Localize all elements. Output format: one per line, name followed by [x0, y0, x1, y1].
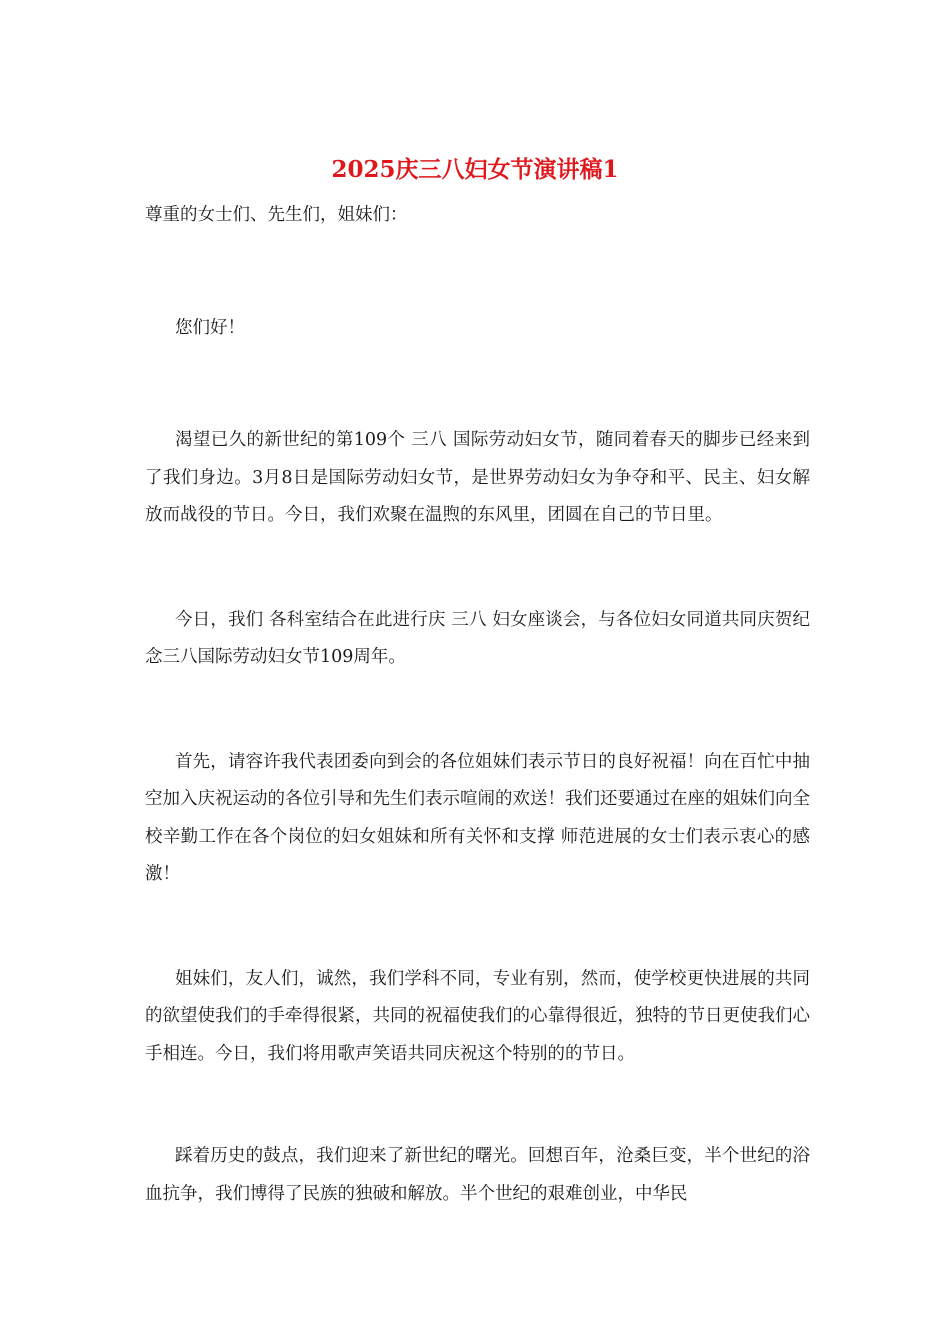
document-body [145, 197, 810, 1213]
salutation: 尊重的女士们、先生们，姐妹们： [145, 205, 408, 225]
document-title: 2025庆三八妇女节演讲稿1 [331, 156, 619, 183]
paragraph-unity: 姐妹们，友人们，诚然，我们学科不同，专业有别，然而，使学校更快进展的共同的欲望使我们的手牵得很紧，共同的祝福使我们的心靠得很近，独特的节日更使我们心手相连。今日，我们将用歌声笑语共同庆祝这个特别的的节日。 [145, 968, 810, 1064]
paragraph-gathering: 今日，我们 各科室结合在此进行庆 三八 妇女座谈会，与各位妇女同道共同庆贺纪念三八国际劳动妇女节109周年。 [145, 609, 810, 667]
paragraph-history: 踩着历史的鼓点，我们迎来了新世纪的曙光。回想百年，沧桑巨变，半个世纪的浴血抗争，我们博得了民族的独破和解放。半个世纪的艰难创业，中华民 [145, 1146, 810, 1204]
paragraph-thanks: 首先，请容许我代表团委向到会的各位姐妹们表示节日的良好祝福！向在百忙中抽空加入庆祝运动的各位引导和先生们表示喧闹的欢送！我们还要通过在座的姐妹们向全校辛勤工作在各个岗位的妇女姐妹和所有关怀和支撑 师范进展的女士们表示衷心的感激！ [145, 751, 810, 884]
paragraph-intro: 渴望已久的新世纪的第109个 三八 国际劳动妇女节，随同着春天的脚步已经来到了我们身边。3月8日是国际劳动妇女节，是世界劳动妇女为争夺和平、民主、妇女解放而战役的节日。今日，我们欢聚在温煦的东风里，团圆在自己的节日里。 [145, 430, 810, 525]
paragraph-greeting: 您们好！ [175, 317, 245, 338]
